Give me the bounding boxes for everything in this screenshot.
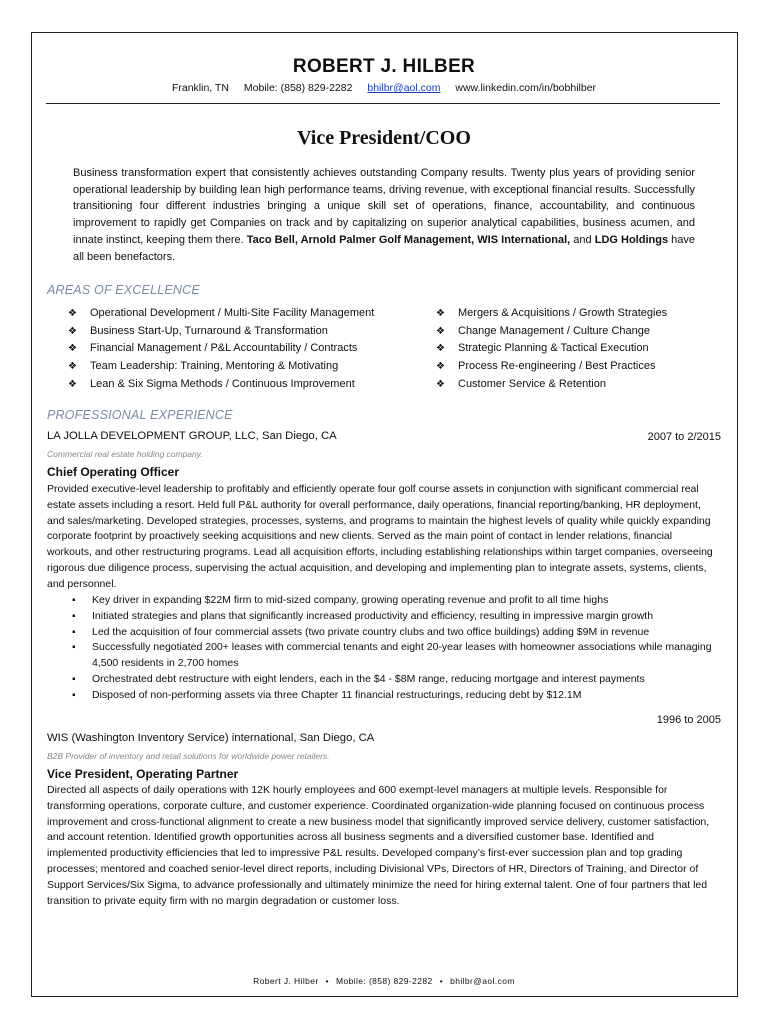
job1-title: Chief Operating Officer [47, 465, 180, 479]
job2-summary: Directed all aspects of daily operations with 12K hourly employees and 600 exempt-level managers at multiple levels. Responsible for transforming operations, corporate culture, and customer experience. Coordinated organization-wide planning focused on continuous process improvement and cross-functional alignment to create a new business model that significantly improved service delivery, customer satisfaction, and account retention. Identified growth opportunities across all business segments and a diversified customer base. Identified and implemented productivity efficiencies that led to impressive P&L results. Developed company’s first-ever succession plan and top grading processes; mentored and coached senior-level direct reports, including Divisional VPs, Directors of HR, Directors of Training, and Director of Support Services/Six Sigma, to advance professionally and ultimately minimize the need for hiring external talent. One of four partners that led transition to private equity firm with no margin degradation or customer loss. [47, 784, 710, 907]
excellence-list-right [436, 305, 667, 394]
header-divider [46, 103, 720, 104]
list-item: ❖ Team Leadership: Training, Mentoring & Motivating [68, 358, 374, 376]
list-item: ▪ Led the acquisition of four commercial assets (two private country clubs and two office buildings) adding $9M in revenue [72, 625, 722, 641]
summary-and: and [570, 233, 595, 246]
footer-email[interactable]: bhilbr@aol.com [450, 976, 515, 986]
diamond-bullet-icon: ❖ [436, 308, 445, 319]
list-item: ▪ Orchestrated debt restructure with eight lenders, each in the $4 - $8M range, reducing mortgage and interest payments [72, 672, 722, 688]
contact-line [0, 82, 768, 94]
job2-company: WIS (Washington Inventory Service) international, San Diego, CA [47, 732, 375, 744]
page-footer [0, 976, 768, 986]
linkedin-url[interactable]: www.linkedin.com/in/bobhilber [455, 82, 597, 94]
summary-bold-companies: Taco Bell, Arnold Palmer Golf Management, WIS International, [246, 233, 571, 246]
list-item: ▪ Key driver in expanding $22M firm to mid-sized company, growing operating revenue and profit to all time highs [72, 593, 722, 609]
job2-title: Vice President, Operating Partner [47, 767, 239, 781]
list-item: ❖ Change Management / Culture Change [436, 323, 667, 341]
list-item: ❖ Mergers & Acquisitions / Growth Strategies [436, 305, 667, 323]
footer-name: Robert J. Hilber [253, 976, 319, 986]
diamond-bullet-icon: ❖ [436, 343, 445, 355]
diamond-bullet-icon: ❖ [68, 361, 77, 373]
list-item: ❖ Lean & Six Sigma Methods / Continuous Improvement [68, 376, 374, 394]
diamond-bullet-icon: ❖ [436, 361, 445, 373]
list-item: ❖ Operational Development / Multi-Site Facility Management [68, 305, 374, 323]
email-link[interactable]: bhilbr@aol.com [367, 82, 441, 94]
section-heading-excellence: AREAS OF EXCELLENCE [47, 283, 200, 297]
bullet-separator-icon: • [325, 976, 329, 986]
job1-dates: 2007 to 2/2015 [647, 431, 721, 443]
list-item: ▪ Initiated strategies and plans that significantly increased productivity and efficiency, resulting in impressive margin growth [72, 609, 722, 625]
summary-bold-ldg: LDG Holdings [594, 233, 669, 246]
list-item: ❖ Strategic Planning & Tactical Execution [436, 340, 667, 358]
summary-paragraph [73, 165, 695, 265]
list-item: ❖ Customer Service & Retention [436, 376, 667, 394]
job1-summary: Provided executive-level leadership to profitably and efficiently operate four golf course assets in conjunction with significant commercial real estate assets including a resort. Held full P&L authority for overall performance, daily operations, financial reporting/banking, HR deployment, and sales/marketing. Developed strategies, processes, systems, and programs to maintain the highest levels of quality while quickly expanding corporate footprint by proactively seeking acquisitions and new clients. Served as the main point of contact in lender relations, financial workouts, and other restructuring programs. Lead all acquisition efforts, including establishing relationships within target companies, overseeing rigorous due diligence process, supervising the actual acquisition, and developing and implementing plan to integrate assets, systems, clients, and personnel. [47, 483, 713, 590]
diamond-bullet-icon: ❖ [68, 378, 77, 390]
bullet-separator-icon: • [439, 976, 444, 986]
location: Franklin, TN [171, 82, 229, 94]
list-item: ❖ Process Re-engineering / Best Practices [436, 358, 667, 376]
footer-phone: Mobile: (858) 829-2282 [335, 976, 433, 986]
diamond-bullet-icon: ❖ [68, 343, 77, 355]
diamond-bullet-icon: ❖ [68, 308, 77, 319]
candidate-name: ROBERT J. HILBER [292, 56, 476, 77]
list-item: ▪ Disposed of non-performing assets via three Chapter 11 financial restructurings, reducing debt by $12.1M [72, 688, 722, 704]
list-item: ▪ Successfully negotiated 200+ leases with commercial tenants and eight 20-year leases with homeowner associations while managing 4,500 residents in 2,700 homes [72, 640, 722, 672]
job1-company: LA JOLLA DEVELOPMENT GROUP, LLC, San Diego, CA [47, 430, 337, 442]
job1-description: Commercial real estate holding company. [47, 449, 203, 459]
job1-achievements [72, 593, 722, 704]
diamond-bullet-icon: ❖ [436, 378, 445, 390]
job2-dates: 1996 to 2005 [656, 714, 721, 726]
phone: Mobile: (858) 829-2282 [243, 82, 353, 94]
summary-text: Business transformation expert that consistently achieves outstanding Company results. Twenty plus years of providing senior operational leadership by building lean high performance teams, driving revenue, with exceptional financial results. Successfully transitioning four different industries bringing a unique skill set of operations, finance, accountability, and continuous improvement to rapidly get Companies on track and by capitalizing on superior analytical capabilities, business acumen, and innate instinct, keeping them there. [73, 167, 695, 246]
diamond-bullet-icon: ❖ [68, 325, 77, 337]
list-item: ❖ Financial Management / P&L Accountability / Contracts [68, 340, 374, 358]
list-item: ❖ Business Start-Up, Turnaround & Transformation [68, 323, 374, 341]
job2-description: B2B Provider of inventory and retail solutions for worldwide power retailers. [47, 751, 330, 761]
summary-tail: have all been benefactors. [73, 233, 695, 263]
section-heading-experience: PROFESSIONAL EXPERIENCE [47, 408, 233, 422]
diamond-bullet-icon: ❖ [436, 325, 445, 337]
headline: Vice President/COO [297, 127, 471, 149]
excellence-list-left [68, 305, 374, 394]
